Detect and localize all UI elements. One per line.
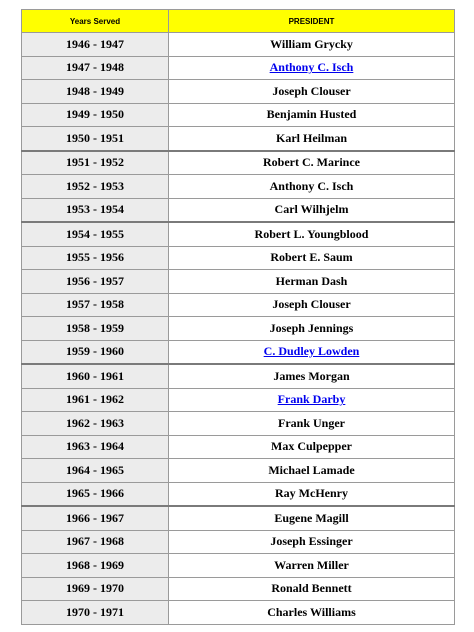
president-cell (169, 56, 455, 80)
president-cell: Carl Wilhjelm (169, 198, 455, 222)
years-served-cell: 1948 - 1949 (22, 80, 169, 104)
years-served-cell: 1962 - 1963 (22, 412, 169, 436)
years-served-cell: 1959 - 1960 (22, 340, 169, 364)
president-link[interactable]: Anthony C. Isch (269, 60, 354, 75)
years-served-cell: 1967 - 1968 (22, 530, 169, 554)
president-cell: Robert C. Marince (169, 151, 455, 175)
president-cell: William Grycky (169, 33, 455, 57)
years-served-cell: 1960 - 1961 (22, 364, 169, 388)
years-served-cell: 1969 - 1970 (22, 577, 169, 601)
president-cell: Robert E. Saum (169, 246, 455, 270)
president-cell: Karl Heilman (169, 127, 455, 151)
years-served-cell: 1964 - 1965 (22, 459, 169, 483)
table-row (22, 435, 455, 459)
years-served-cell: 1965 - 1966 (22, 482, 169, 506)
table-row (22, 388, 455, 412)
years-served-cell: 1957 - 1958 (22, 293, 169, 317)
table-row (22, 364, 455, 388)
table-row (22, 412, 455, 436)
table-row (22, 175, 455, 199)
president-cell: James Morgan (169, 364, 455, 388)
header-president: PRESIDENT (169, 10, 455, 33)
president-cell: Frank Unger (169, 412, 455, 436)
table-row (22, 293, 455, 317)
president-link[interactable]: C. Dudley Lowden (263, 344, 360, 359)
years-served-cell: 1951 - 1952 (22, 151, 169, 175)
table-row (22, 198, 455, 222)
table-row (22, 246, 455, 270)
table-row (22, 56, 455, 80)
table-row (22, 530, 455, 554)
years-served-cell: 1955 - 1956 (22, 246, 169, 270)
years-served-cell: 1950 - 1951 (22, 127, 169, 151)
table-row (22, 554, 455, 578)
presidents-table (21, 9, 455, 625)
table-row (22, 506, 455, 530)
president-cell: Ronald Bennett (169, 577, 455, 601)
years-served-cell: 1954 - 1955 (22, 222, 169, 246)
header-years-served: Years Served (22, 10, 169, 33)
years-served-cell: 1956 - 1957 (22, 270, 169, 294)
president-cell: Warren Miller (169, 554, 455, 578)
years-served-cell: 1952 - 1953 (22, 175, 169, 199)
years-served-cell: 1968 - 1969 (22, 554, 169, 578)
president-cell: Joseph Essinger (169, 530, 455, 554)
years-served-cell: 1961 - 1962 (22, 388, 169, 412)
years-served-cell: 1970 - 1971 (22, 601, 169, 625)
table-row (22, 103, 455, 127)
table-row (22, 151, 455, 175)
table-row (22, 482, 455, 506)
table-body (22, 33, 455, 625)
president-cell (169, 340, 455, 364)
years-served-cell: 1949 - 1950 (22, 103, 169, 127)
table-row (22, 80, 455, 104)
president-cell: Michael Lamade (169, 459, 455, 483)
president-cell: Max Culpepper (169, 435, 455, 459)
president-cell: Joseph Clouser (169, 293, 455, 317)
presidents-table-container (21, 9, 454, 625)
years-served-cell: 1946 - 1947 (22, 33, 169, 57)
table-row (22, 601, 455, 625)
president-cell: Benjamin Husted (169, 103, 455, 127)
president-cell: Joseph Clouser (169, 80, 455, 104)
president-cell: Herman Dash (169, 270, 455, 294)
years-served-cell: 1963 - 1964 (22, 435, 169, 459)
president-cell: Eugene Magill (169, 506, 455, 530)
table-row (22, 222, 455, 246)
table-row (22, 459, 455, 483)
years-served-cell: 1966 - 1967 (22, 506, 169, 530)
table-row (22, 577, 455, 601)
president-cell: Charles Williams (169, 601, 455, 625)
president-cell: Joseph Jennings (169, 317, 455, 341)
years-served-cell: 1953 - 1954 (22, 198, 169, 222)
president-cell: Ray McHenry (169, 482, 455, 506)
table-row (22, 317, 455, 341)
table-row (22, 340, 455, 364)
years-served-cell: 1958 - 1959 (22, 317, 169, 341)
table-row (22, 33, 455, 57)
president-cell: Anthony C. Isch (169, 175, 455, 199)
header-row (22, 10, 455, 33)
president-link[interactable]: Frank Darby (277, 392, 346, 407)
president-cell (169, 388, 455, 412)
table-row (22, 127, 455, 151)
president-cell: Robert L. Youngblood (169, 222, 455, 246)
table-row (22, 270, 455, 294)
years-served-cell: 1947 - 1948 (22, 56, 169, 80)
